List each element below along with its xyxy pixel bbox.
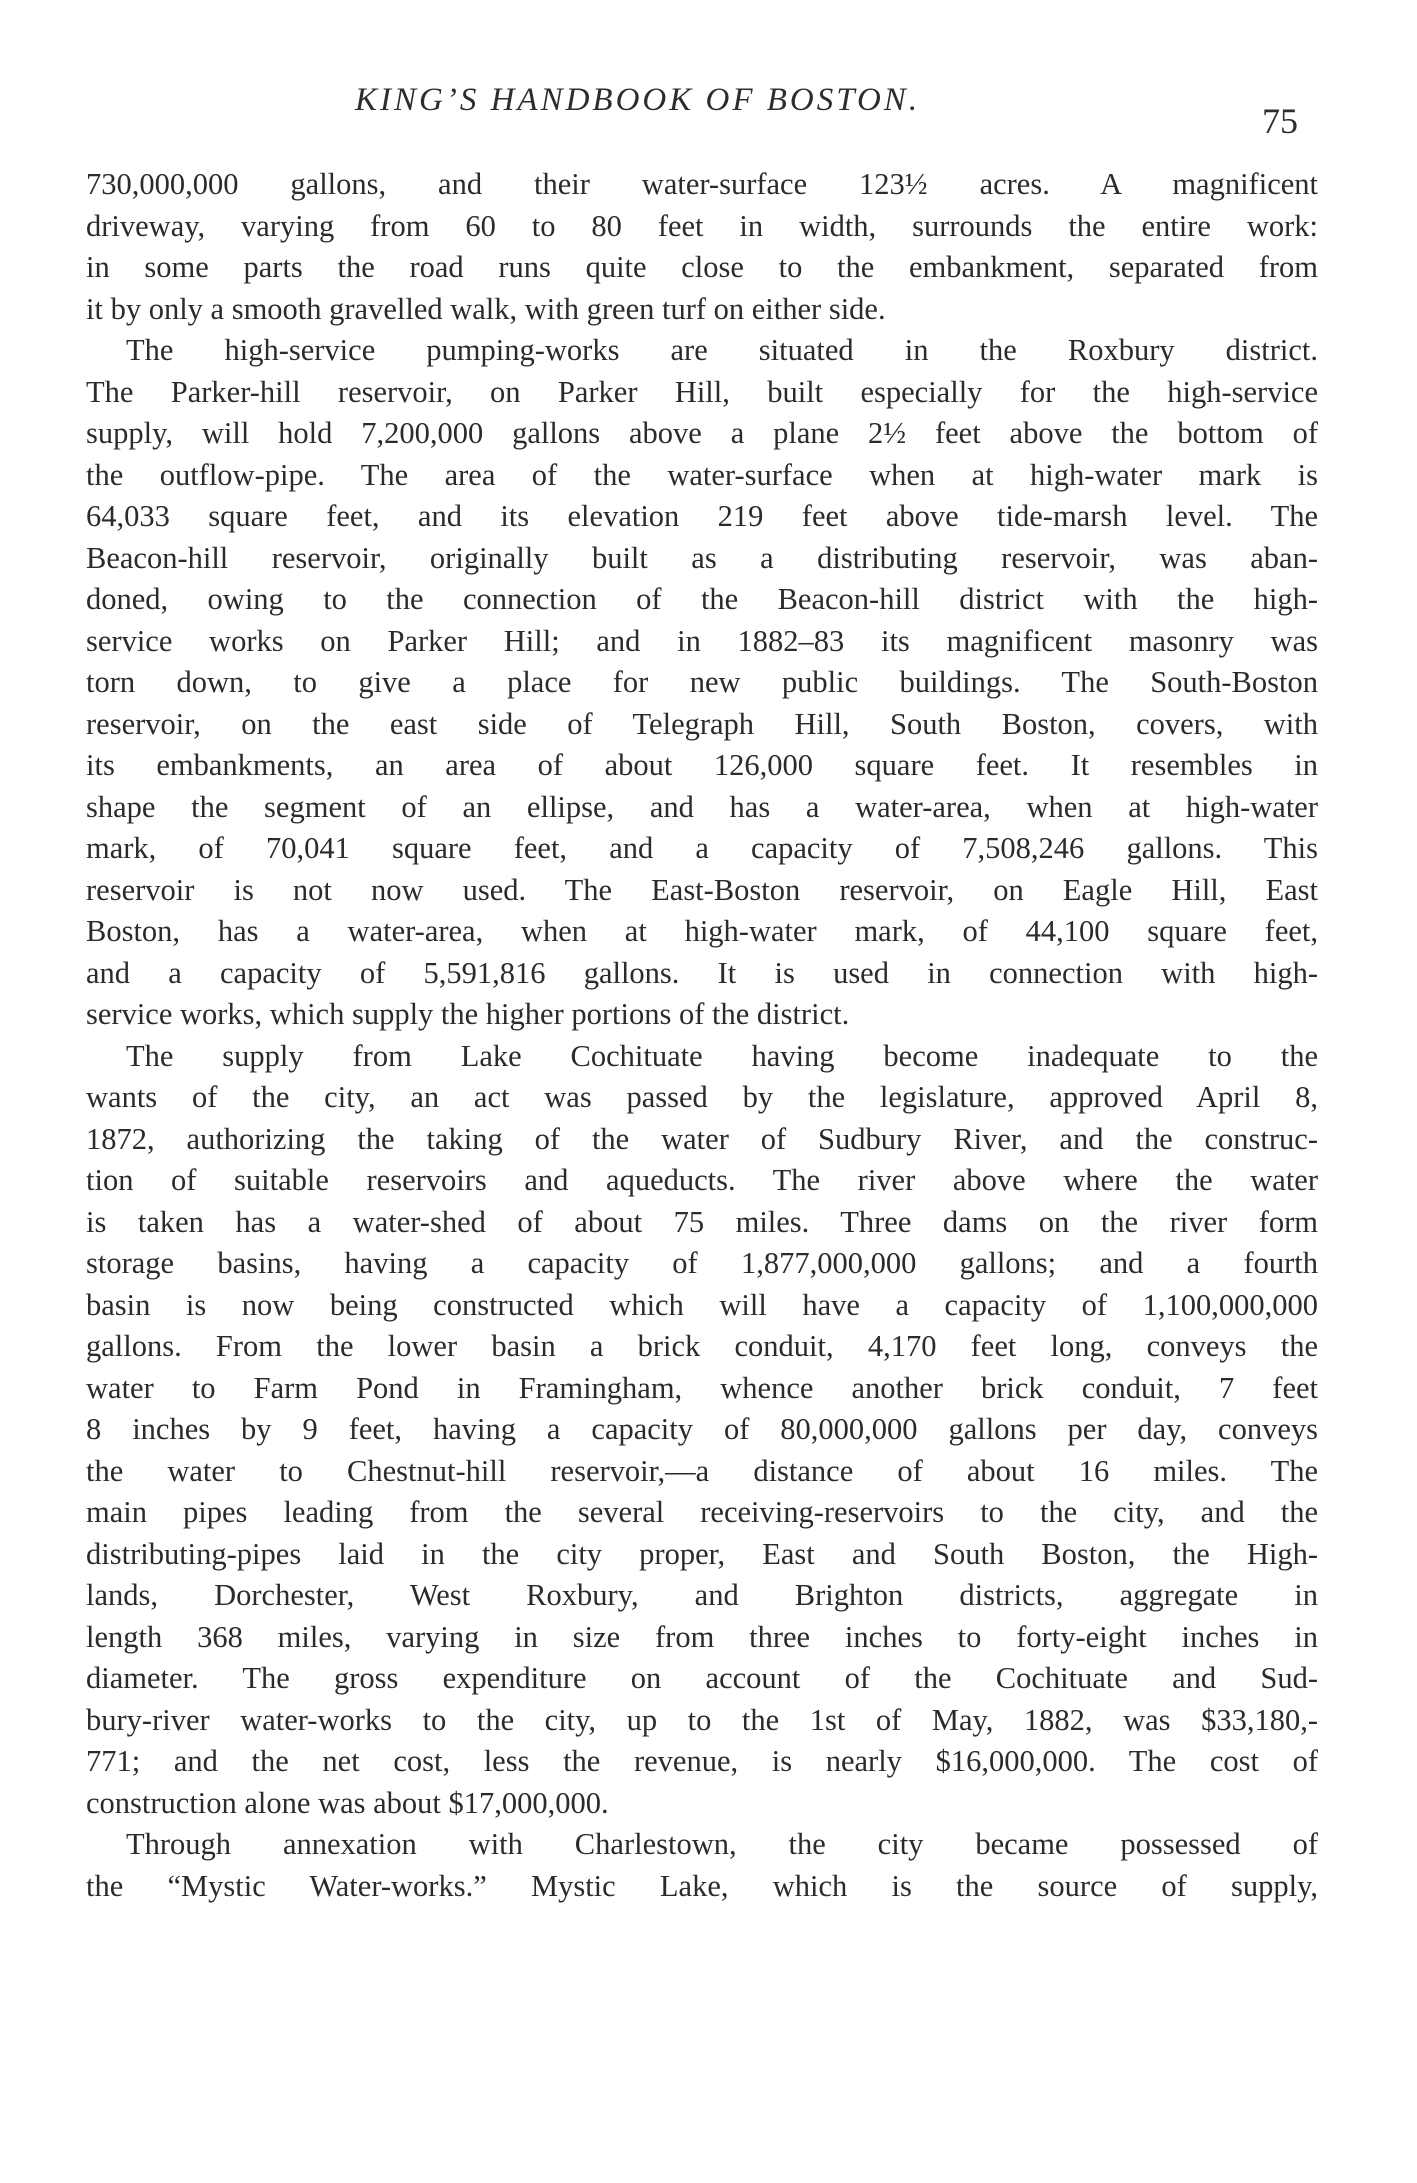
text-line: the outflow-pipe. The area of the water-surface when at high-water mark is (86, 457, 1318, 492)
text-line: 8 inches by 9 feet, having a capacity of 80,000,000 gallons per day, conveys (86, 1412, 1318, 1446)
text-line: is taken has a water-shed of about 75 miles. Three dams on the river form (86, 1204, 1318, 1239)
running-title: KING’S HANDBOOK OF BOSTON. (355, 82, 921, 118)
text-line: distributing-pipes laid in the city proper, East and South Boston, the High- (86, 1536, 1318, 1571)
text-line: bury-river water-works to the city, up to the 1st of May, 1882, was $33,180,- (86, 1702, 1318, 1737)
text-line: in some parts the road runs quite close to the embankment, separated from (86, 250, 1318, 284)
text-line: torn down, to give a place for new public buildings. The South-Boston (86, 665, 1318, 699)
text-line: doned, owing to the connection of the Beacon-hill district with the high- (86, 582, 1318, 616)
text-line: length 368 miles, varying in size from three inches to forty-eight inches in (86, 1619, 1318, 1654)
text-line: service works, which supply the higher portions of the district. (86, 997, 850, 1031)
text-line: water to Farm Pond in Framingham, whence another brick conduit, 7 feet (86, 1370, 1318, 1405)
text-line: the water to Chestnut-hill reservoir,—a distance of about 16 miles. The (86, 1453, 1318, 1488)
text-line: and a capacity of 5,591,816 gallons. It is used in connection with high- (86, 955, 1318, 990)
text-line: 730,000,000 gallons, and their water-surface 123½ acres. A magnificent (86, 167, 1318, 201)
text-line: it by only a smooth gravelled walk, with green turf on either side. (86, 291, 886, 326)
text-line: The supply from Lake Cochituate having become inadequate to the (126, 1038, 1318, 1073)
text-line: Beacon-hill reservoir, originally built as a distributing reservoir, was aban- (86, 540, 1318, 575)
text-line: shape the segment of an ellipse, and has a water-area, when at high-water (86, 789, 1318, 824)
text-line: gallons. From the lower basin a brick conduit, 4,170 feet long, conveys the (86, 1329, 1318, 1363)
page-number: 75 (1262, 101, 1298, 141)
text-line: construction alone was about $17,000,000. (86, 1785, 609, 1820)
text-line: main pipes leading from the several receiving-reservoirs to the city, and the (86, 1495, 1318, 1529)
text-line: Boston, has a water-area, when at high-water mark, of 44,100 square feet, (86, 914, 1318, 948)
text-line: its embankments, an area of about 126,000 square feet. It resembles in (86, 748, 1318, 782)
text-line: driveway, varying from 60 to 80 feet in width, surrounds the entire work: (86, 208, 1318, 243)
text-line: diameter. The gross expenditure on account of the Cochituate and Sud- (86, 1661, 1318, 1695)
text-line: wants of the city, an act was passed by the legislature, approved April 8, (86, 1080, 1318, 1114)
text-line: reservoir, on the east side of Telegraph Hill, South Boston, covers, with (86, 706, 1318, 741)
text-line: 1872, authorizing the taking of the water of Sudbury River, and the construc- (86, 1121, 1318, 1156)
body-text (86, 164, 1318, 1907)
text-line: Through annexation with Charlestown, the city became possessed of (126, 1827, 1318, 1861)
text-line: storage basins, having a capacity of 1,877,000,000 gallons; and a fourth (86, 1246, 1318, 1280)
text-line: basin is now being constructed which will have a capacity of 1,100,000,000 (86, 1287, 1318, 1322)
text-line: mark, of 70,041 square feet, and a capacity of 7,508,246 gallons. This (86, 831, 1318, 865)
text-line: The Parker-hill reservoir, on Parker Hill, built especially for the high-service (86, 374, 1318, 409)
text-line: 771; and the net cost, less the revenue, is nearly $16,000,000. The cost of (86, 1744, 1318, 1778)
text-line: supply, will hold 7,200,000 gallons above a plane 2½ feet above the bottom of (86, 416, 1318, 450)
text-line: tion of suitable reservoirs and aqueducts. The river above where the water (86, 1163, 1318, 1197)
text-line: lands, Dorchester, West Roxbury, and Brighton districts, aggregate in (86, 1578, 1318, 1612)
text-line: reservoir is not now used. The East-Boston reservoir, on Eagle Hill, East (86, 872, 1318, 907)
text-line: service works on Parker Hill; and in 1882–83 its magnificent masonry was (86, 623, 1318, 658)
text-line: 64,033 square feet, and its elevation 219 feet above tide-marsh level. The (86, 499, 1318, 533)
text-line: The high-service pumping-works are situated in the Roxbury district. (126, 333, 1318, 367)
text-line: the “Mystic Water-works.” Mystic Lake, which is the source of supply, (86, 1868, 1318, 1903)
